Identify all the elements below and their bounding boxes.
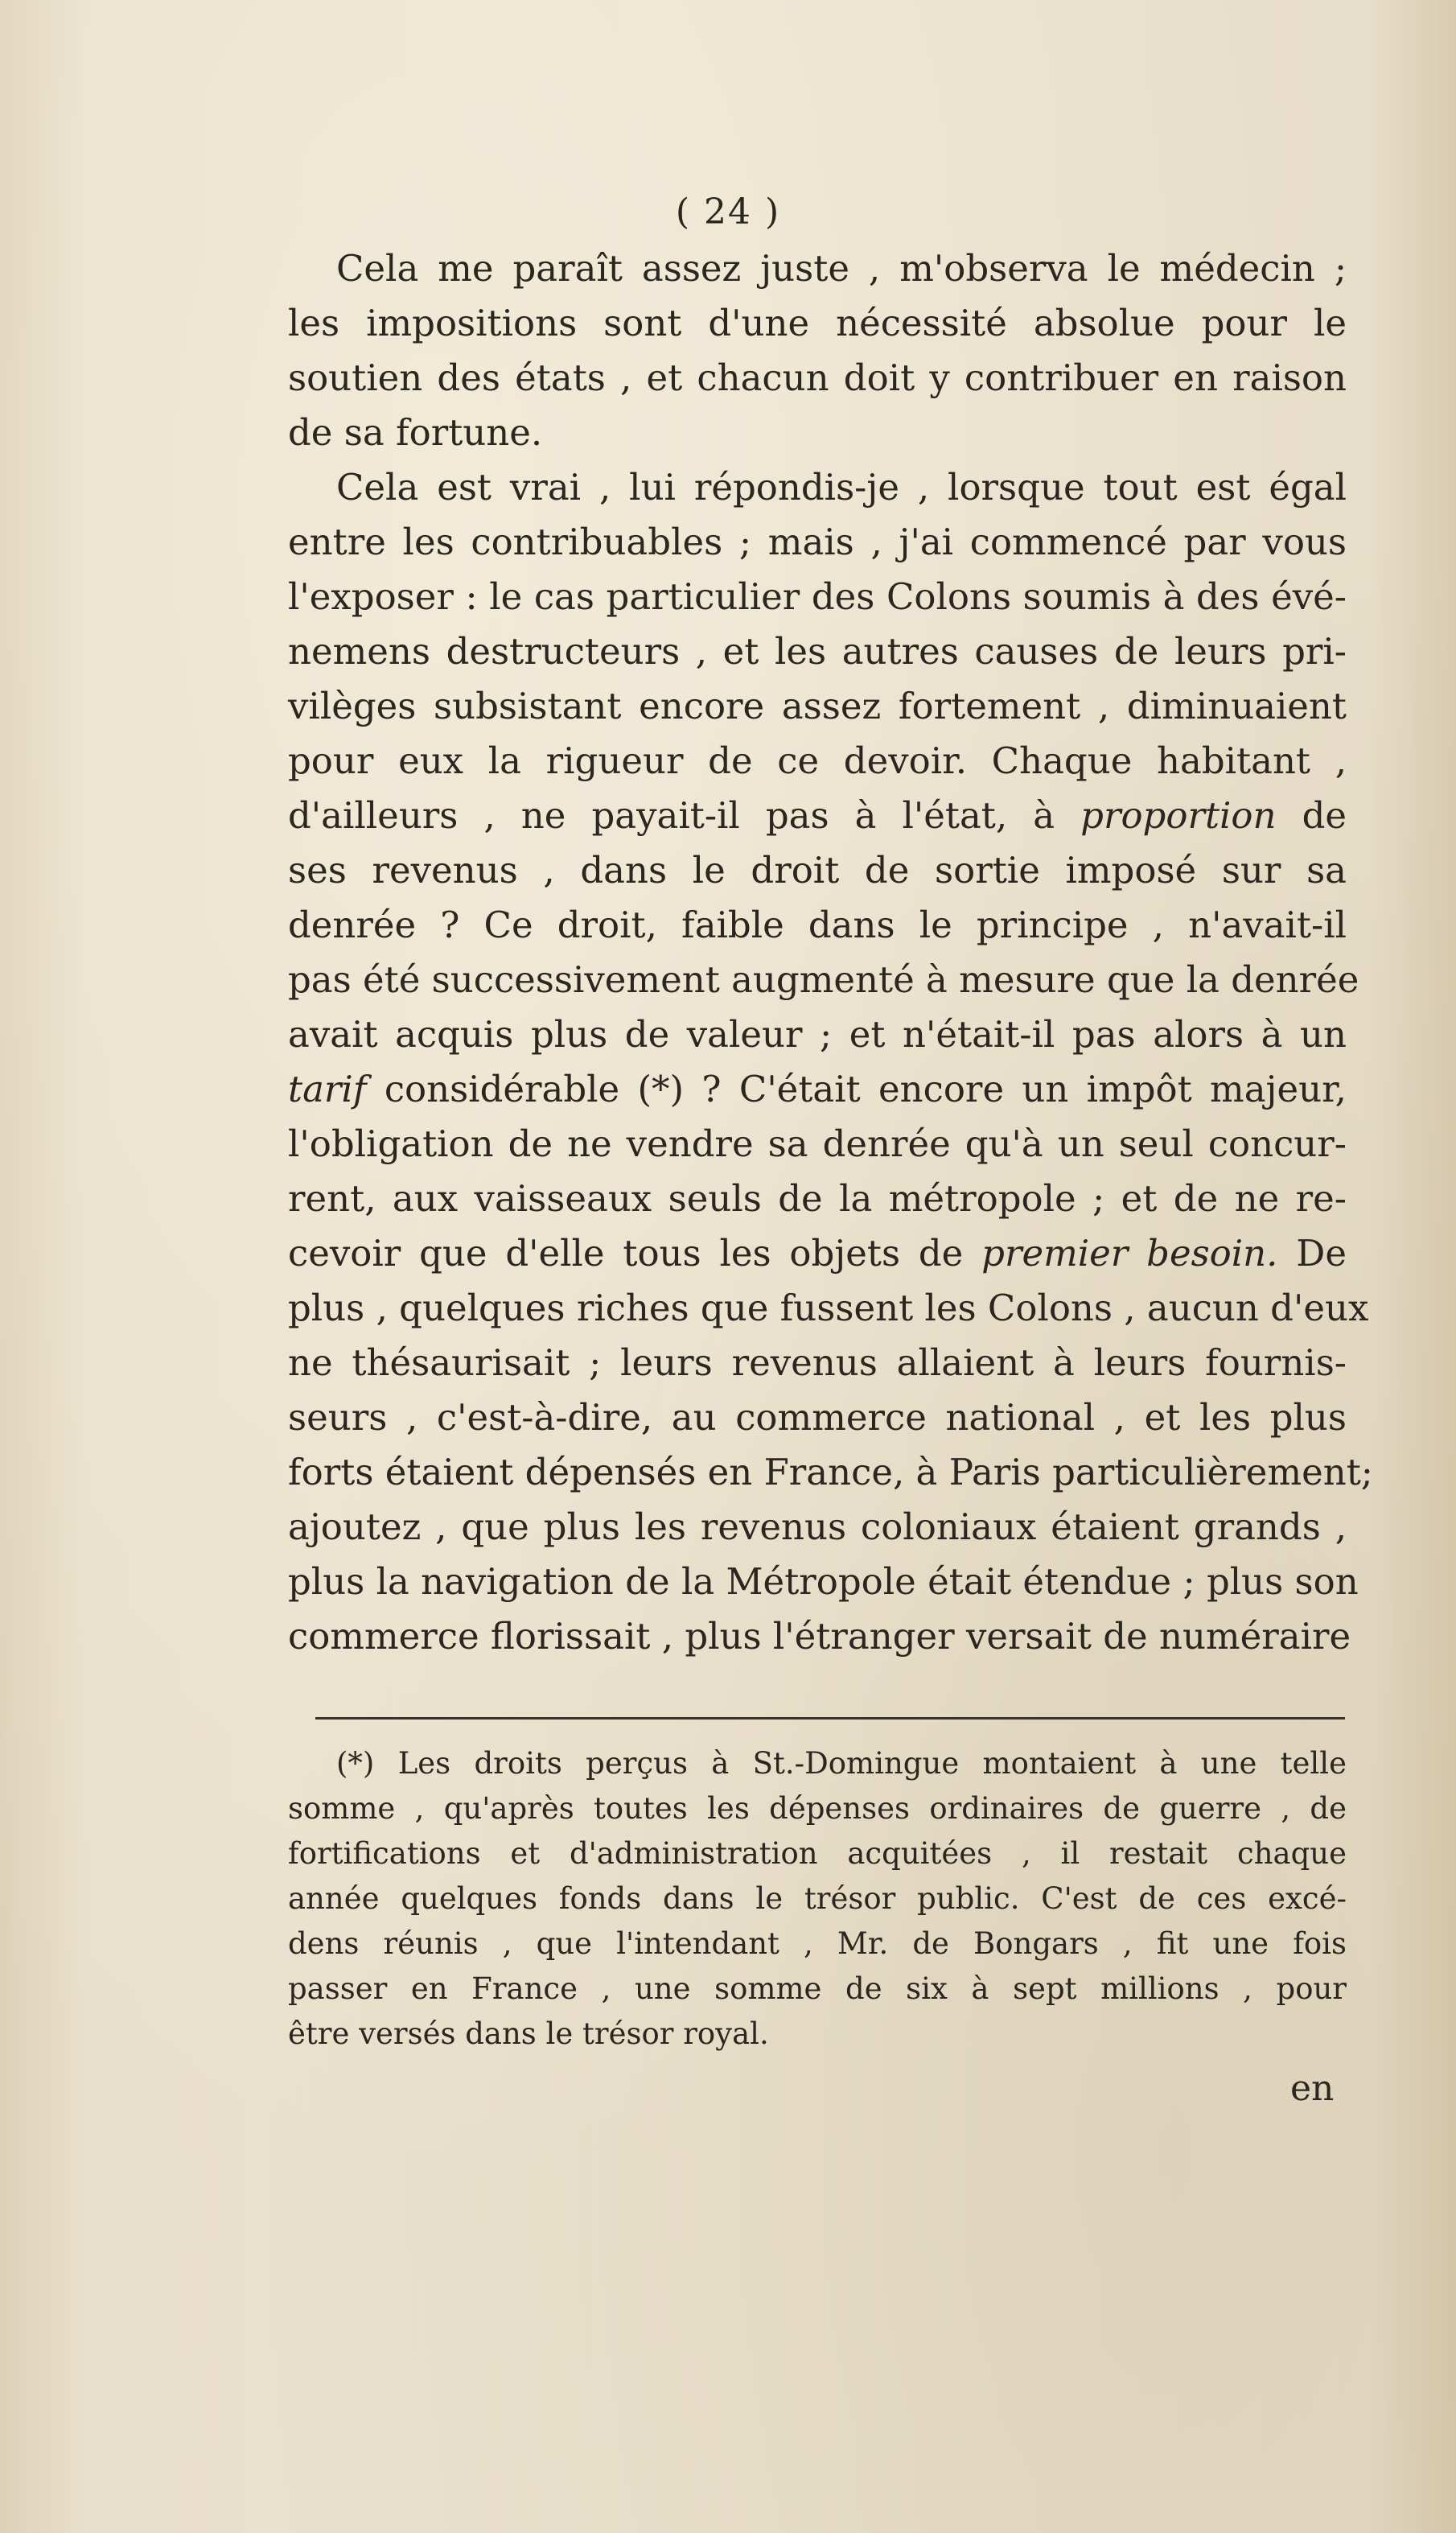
text-line: soutien des états , et chacun doit y contribuer en raison bbox=[288, 356, 1347, 399]
text-segment: cevoir que d'elle tous les objets de bbox=[288, 1232, 964, 1275]
text-line bbox=[288, 789, 1347, 843]
text-segment: d'ailleurs , ne payait-il pas à l'état, à bbox=[288, 794, 1055, 837]
footnote bbox=[288, 1741, 1347, 2057]
italic-segment: proportion bbox=[1080, 794, 1277, 837]
footnote-line: année quelques fonds dans le trésor public. C'est de ces excé- bbox=[288, 1881, 1347, 1916]
footnote-line: somme , qu'après toutes les dépenses ordinaires de guerre , de bbox=[288, 1791, 1347, 1826]
page-number: ( 24 ) bbox=[675, 192, 781, 233]
text-line: de sa fortune. bbox=[288, 411, 543, 454]
text-line: entre les contribuables ; mais , j'ai commencé par vous bbox=[288, 521, 1347, 563]
paragraph bbox=[288, 241, 1347, 460]
text-segment: de bbox=[1302, 794, 1347, 837]
text-line: plus la navigation de la Métropole était étendue ; plus son bbox=[288, 1560, 1359, 1603]
catchword: en bbox=[1290, 2068, 1335, 2109]
text-line: pas été successivement augmenté à mesure que la denrée bbox=[288, 958, 1359, 1001]
text-line: avait acquis plus de valeur ; et n'était-il pas alors à un bbox=[288, 1013, 1347, 1056]
body-text bbox=[288, 241, 1373, 1664]
text-line: l'obligation de ne vendre sa denrée qu'à un seul concur- bbox=[288, 1122, 1347, 1165]
text-line: forts étaient dépensés en France, à Paris particulièrement; bbox=[288, 1451, 1373, 1493]
footnote-line: passer en France , une somme de six à sept millions , pour bbox=[288, 1971, 1347, 2006]
footnote-line: être versés dans le trésor royal. bbox=[288, 2016, 769, 2051]
footnote-line: dens réunis , que l'intendant , Mr. de Bongars , fit une fois bbox=[288, 1926, 1347, 1961]
text-line: seurs , c'est-à-dire, au commerce national , et les plus bbox=[288, 1396, 1347, 1439]
text-line: les impositions sont d'une nécessité absolue pour le bbox=[288, 302, 1347, 344]
footnote-rule bbox=[315, 1717, 1345, 1720]
footnote-line: fortifications et d'administration acquitées , il restait chaque bbox=[288, 1836, 1347, 1871]
text-line: rent, aux vaisseaux seuls de la métropole ; et de ne re- bbox=[288, 1177, 1347, 1220]
text-line: nemens destructeurs , et les autres causes de leurs pri- bbox=[288, 630, 1347, 673]
text-line: ne thésaurisait ; leurs revenus allaient à leurs fournis- bbox=[288, 1341, 1347, 1384]
text-line: Cela est vrai , lui répondis-je , lorsque tout est égal bbox=[336, 466, 1347, 509]
text-line: plus , quelques riches que fussent les Colons , aucun d'eux bbox=[288, 1287, 1369, 1329]
italic-segment: premier besoin. bbox=[981, 1232, 1278, 1275]
italic-segment: tarif bbox=[288, 1068, 367, 1110]
text-line: commerce florissait , plus l'étranger versait de numéraire bbox=[288, 1615, 1351, 1658]
paragraph bbox=[288, 460, 1373, 1664]
text-line: Cela me paraît assez juste , m'observa le médecin ; bbox=[336, 247, 1347, 290]
text-line: ses revenus , dans le droit de sortie imposé sur sa bbox=[288, 849, 1347, 892]
text-line: denrée ? Ce droit, faible dans le principe , n'avait-il bbox=[288, 904, 1347, 946]
text-segment: De bbox=[1296, 1232, 1347, 1275]
text-line: ajoutez , que plus les revenus coloniaux étaient grands , bbox=[288, 1505, 1347, 1548]
text-line bbox=[288, 1226, 1347, 1281]
text-line: vilèges subsistant encore assez fortement , diminuaient bbox=[288, 685, 1347, 727]
text-line bbox=[288, 1062, 1347, 1117]
text-line: l'exposer : le cas particulier des Colons soumis à des évé- bbox=[288, 575, 1347, 618]
text-line: pour eux la rigueur de ce devoir. Chaque habitant , bbox=[288, 739, 1347, 782]
footnote-line: (*) Les droits perçus à St.-Domingue montaient à une telle bbox=[336, 1746, 1347, 1781]
text-segment: considérable (*) ? C'était encore un impôt majeur, bbox=[384, 1068, 1347, 1110]
